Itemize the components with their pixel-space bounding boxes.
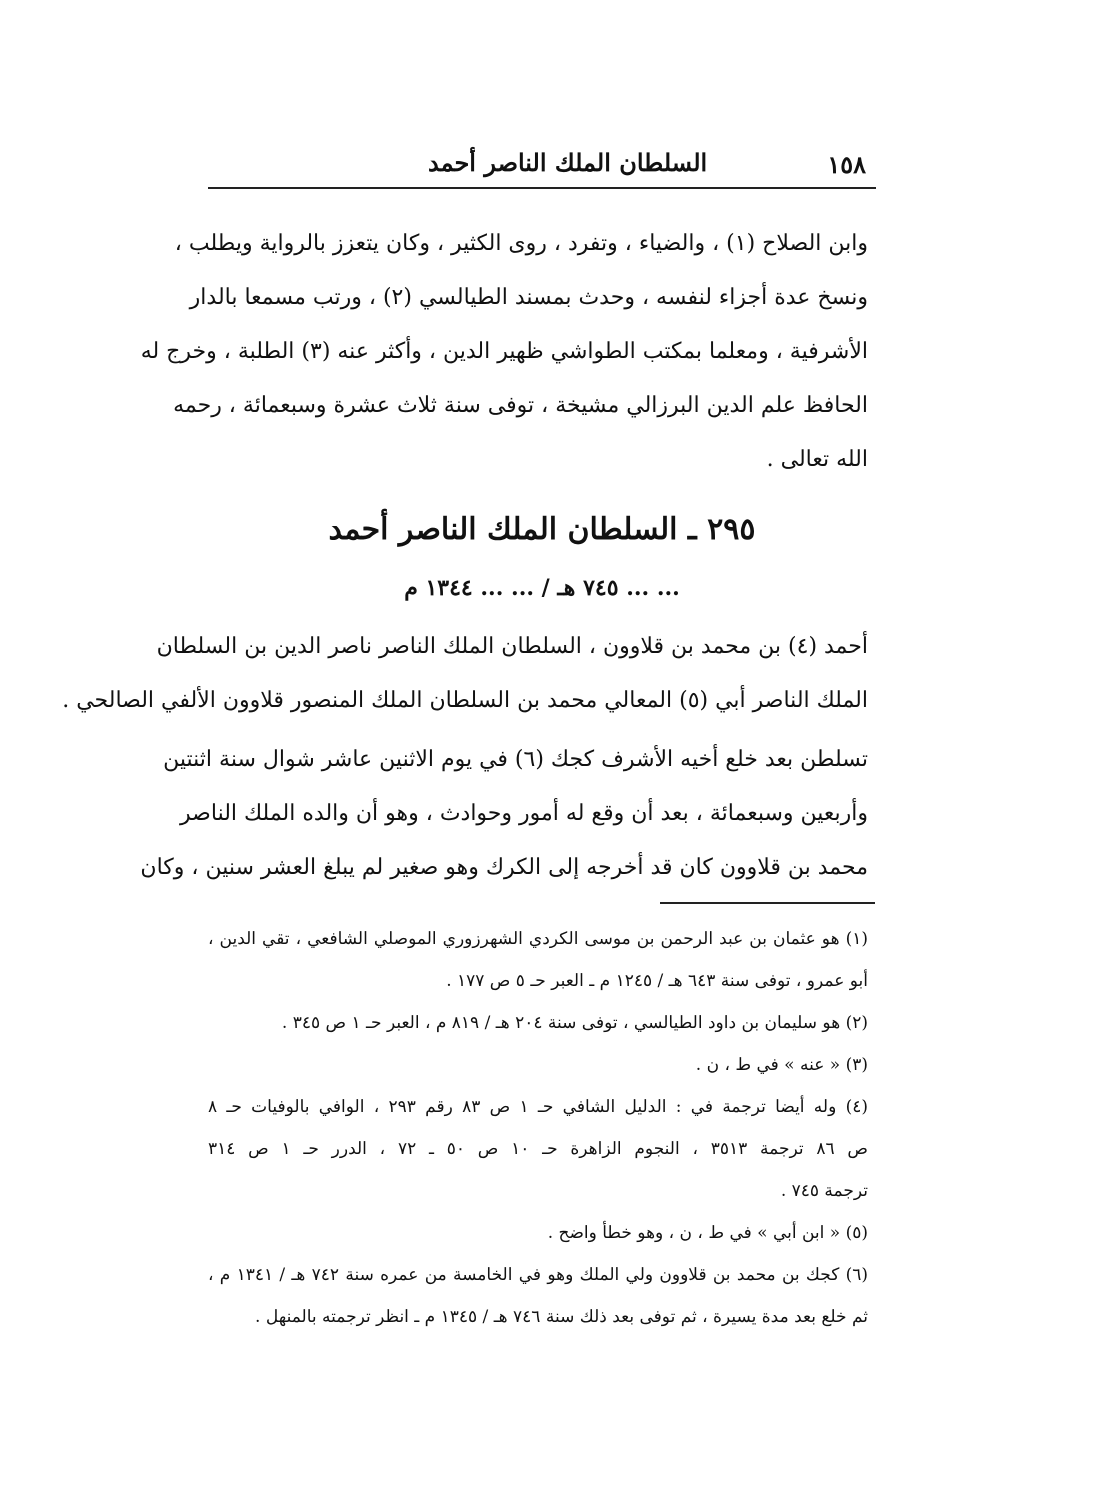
intro-text — [140, 217, 868, 487]
text-line: الحافظ علم الدين البرزالي مشيخة ، توفى سنة ثلاث عشرة وسبعمائة ، رحمه — [173, 393, 868, 418]
footnote-line: (١) هو عثمان بن عبد الرحمن بن موسى الكردي الشهرزوري الموصلي الشافعي ، تقي الدين ، — [208, 929, 868, 949]
footnote-line: (٣) « عنه » في ط ، ن . — [695, 1055, 868, 1075]
text-line: الأشرفية ، ومعلما بمكتب الطواشي ظهير الدين ، وأكثر عنه (٣) الطلبة ، وخرج له — [140, 339, 868, 364]
footnotes — [208, 918, 868, 1338]
footnote-line: (٥) « ابن أبي » في ط ، ن ، وهو خطأ واضح . — [547, 1223, 868, 1243]
text-line: أحمد (٤) بن محمد بن قلاوون ، السلطان الملك الناصر ناصر الدين بن السلطان — [156, 634, 868, 659]
footnote-line: أبو عمرو ، توفى سنة ٦٤٣ هـ / ١٢٤٥ م ـ العبر حـ ٥ ص ١٧٧ . — [446, 971, 868, 991]
footnote-line: ص ٨٦ ترجمة ٣٥١٣ ، النجوم الزاهرة حـ ١٠ ص ٥٠ ـ ٧٢ ، الدرر حـ ١ ص ٣١٤ — [208, 1139, 868, 1159]
footnote-line: (٦) كجك بن محمد بن قلاوون ولي الملك وهو في الخامسة من عمره سنة ٧٤٢ هـ / ١٣٤١ م ، — [208, 1265, 868, 1285]
running-header — [208, 148, 876, 180]
text-line: الملك الناصر أبي (٥) المعالي محمد بن السلطان الملك المنصور قلاوون الألفي الصالحي . — [62, 688, 868, 713]
text-line: وابن الصلاح (١) ، والضياء ، وتفرد ، روى الكثير ، وكان يتعزز بالرواية ويطلب ، — [174, 231, 868, 256]
footnote-line: (٤) وله أيضا ترجمة في : الدليل الشافي حـ ١ ص ٨٣ رقم ٢٩٣ ، الوافي بالوفيات حـ ٨ — [208, 1097, 868, 1117]
entry-name-text — [62, 620, 868, 728]
text-line: محمد بن قلاوون كان قد أخرجه إلى الكرك وهو صغير لم يبلغ العشر سنين ، وكان — [140, 855, 868, 880]
text-line: ونسخ عدة أجزاء لنفسه ، وحدث بمسند الطيالسي (٢) ، ورتب مسمعا بالدار — [189, 285, 868, 310]
footnote-line: ترجمة ٧٤٥ . — [780, 1181, 868, 1201]
entry-dates: ... ... ٧٤٥ هـ / ... ... ١٣٤٤ م — [404, 575, 680, 601]
text-line: تسلطن بعد خلع أخيه الأشرف كجك (٦) في يوم الاثنين عاشر شوال سنة اثنتين — [163, 747, 868, 772]
footnote-line: (٢) هو سليمان بن داود الطيالسي ، توفى سنة ٢٠٤ هـ / ٨١٩ م ، العبر حـ ١ ص ٣٤٥ . — [281, 1013, 868, 1033]
text-line: وأربعين وسبعمائة ، بعد أن وقع له أمور وحوادث ، وهو أن والده الملك الناصر — [180, 801, 868, 826]
footnote-rule — [660, 902, 875, 904]
header-rule — [208, 187, 876, 189]
paragraph-text — [140, 733, 868, 895]
entry-title: ٢٩٥ ـ السلطان الملك الناصر أحمد — [328, 512, 756, 547]
page-number: ١٥٨ — [827, 150, 866, 179]
text-line: الله تعالى . — [766, 447, 868, 472]
running-title: السلطان الملك الناصر أحمد — [428, 148, 708, 177]
footnote-line: ثم خلع بعد مدة يسيرة ، ثم توفى بعد ذلك سنة ٧٤٦ هـ / ١٣٤٥ م ـ انظر ترجمته بالمنهل . — [255, 1307, 868, 1327]
